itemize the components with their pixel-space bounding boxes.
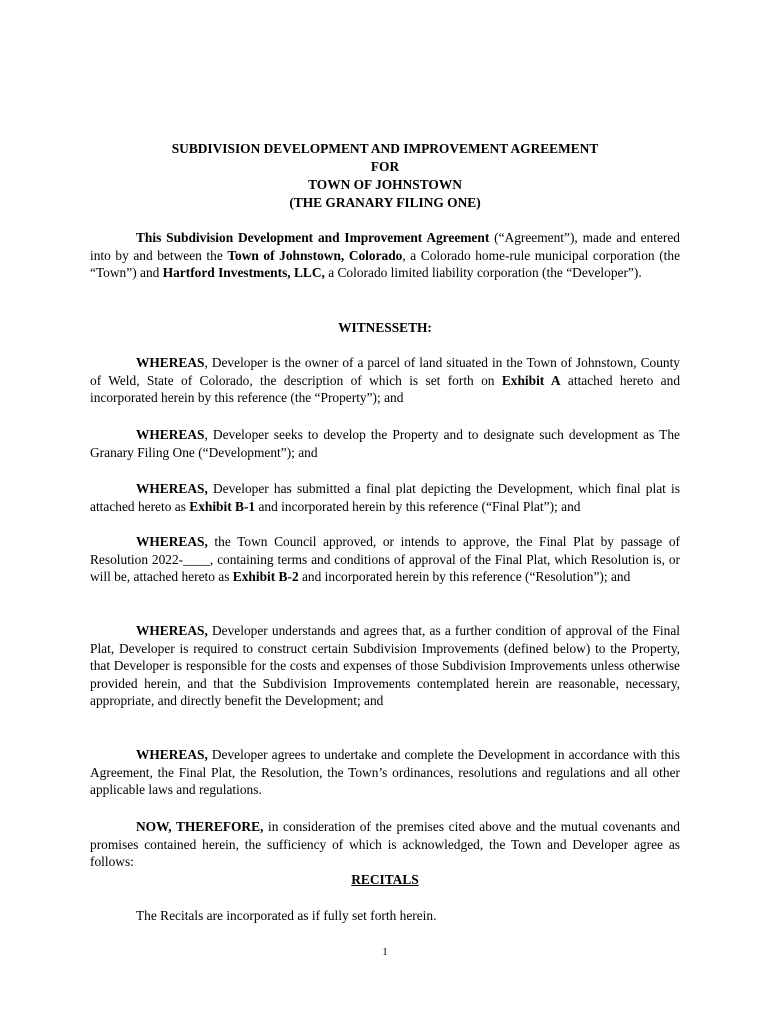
whereas-2-text-1: , Developer seeks to develop the Property and to designate such development as The Granary Filing One (“Development”); and bbox=[90, 427, 680, 460]
whereas-6-block bbox=[90, 746, 680, 799]
whereas-label: WHEREAS, bbox=[136, 747, 208, 762]
agreement-name: This Subdivision Development and Improvement Agreement bbox=[136, 230, 490, 245]
whereas-label: WHEREAS, bbox=[136, 623, 208, 638]
whereas-2-block bbox=[90, 426, 680, 461]
intro-text-1: (“Agreement”), made and entered into by and between the bbox=[90, 230, 681, 263]
whereas-4-block bbox=[90, 533, 680, 586]
whereas-label: WHEREAS, bbox=[136, 481, 208, 496]
intro-paragraph bbox=[90, 229, 680, 282]
whereas-paragraph-1 bbox=[90, 354, 680, 407]
whereas-5-text-1: Developer understands and agrees that, as a further condition of approval of the Final Plat, Developer is required to construct certain Subdivision Improvements (defined below) to the Property, that Developer is responsible for the costs and expenses of those Subdivision Improvements unless otherwise provided herein, and that the Subdivision Improvements contemplated herein are reasonable, necessary, appropriate, and directly benefit the Development; and bbox=[90, 623, 680, 709]
exhibit-b1-ref: Exhibit B-1 bbox=[189, 498, 256, 514]
intro-text-2: , a Colorado home-rule municipal corporation (the “Town”) and bbox=[90, 247, 681, 281]
exhibit-b2-ref: Exhibit B-2 bbox=[232, 569, 299, 585]
title-line-3: TOWN OF JOHNSTOWN bbox=[308, 177, 462, 192]
whereas-paragraph-5 bbox=[90, 622, 680, 710]
intro-text-3: a Colorado limited liability corporation (the “Developer”). bbox=[324, 265, 642, 281]
now-therefore-block bbox=[90, 818, 680, 871]
whereas-1-block bbox=[90, 354, 680, 407]
whereas-paragraph-6 bbox=[90, 746, 680, 799]
title-line-4: (THE GRANARY FILING ONE) bbox=[289, 195, 481, 210]
whereas-5-block bbox=[90, 622, 680, 710]
recitals-text: The Recitals are incorporated as if fully set forth herein. bbox=[136, 908, 437, 923]
page-number: 1 bbox=[382, 946, 388, 958]
whereas-3-block bbox=[90, 480, 680, 515]
whereas-6-text-1: Developer agrees to undertake and complete the Development in accordance with this Agreement, the Final Plat, the Resolution, the Town’s ordinances, resolutions and regulations and all other applicable laws and regulations. bbox=[90, 747, 680, 798]
now-therefore-paragraph bbox=[90, 818, 680, 871]
intro-paragraph-block bbox=[90, 229, 680, 282]
whereas-paragraph-4 bbox=[90, 533, 680, 586]
title-line-1: SUBDIVISION DEVELOPMENT AND IMPROVEMENT AGREEMENT bbox=[171, 141, 599, 156]
whereas-label: WHEREAS bbox=[136, 427, 205, 442]
exhibit-a-ref: Exhibit A bbox=[501, 372, 561, 388]
whereas-1-text-2: attached hereto and incorporated herein by this reference (the “Property”); and bbox=[90, 372, 681, 406]
town-name: Town of Johnstown, Colorado bbox=[227, 247, 403, 263]
title-line-2: FOR bbox=[370, 159, 400, 174]
document-title bbox=[0, 140, 770, 212]
witnesseth-heading: WITNESSETH: bbox=[338, 320, 432, 335]
whereas-3-text-1: Developer has submitted a final plat depicting the Development, which final plat is attached hereto as bbox=[90, 481, 680, 514]
now-therefore-text: in consideration of the premises cited above and the mutual covenants and promises contained herein, the sufficiency of which is acknowledged, the Town and Developer agree as follows: bbox=[90, 819, 680, 870]
now-therefore-label: NOW, THEREFORE, bbox=[136, 819, 264, 834]
whereas-paragraph-2 bbox=[90, 426, 680, 461]
recitals-block bbox=[90, 907, 680, 925]
recitals-heading: RECITALS bbox=[351, 872, 419, 887]
whereas-4-text-1: the Town Council approved, or intends to approve, the Final Plat by passage of Resolution 2022-____, containing terms and conditions of approval of the Final Plat, which Resolution is, or will be, attached hereto as bbox=[90, 534, 680, 585]
whereas-paragraph-3 bbox=[90, 480, 680, 515]
whereas-1-text-1: , Developer is the owner of a parcel of land situated in the Town of Johnstown, County of Weld, State of Colorado, the description of which is set forth on bbox=[90, 355, 680, 388]
whereas-label: WHEREAS, bbox=[136, 534, 208, 549]
developer-name: Hartford Investments, LLC, bbox=[162, 265, 325, 281]
whereas-label: WHEREAS bbox=[136, 355, 205, 370]
whereas-4-text-2: and incorporated herein by this reference (“Resolution”); and bbox=[298, 569, 631, 585]
whereas-3-text-2: and incorporated herein by this reference (“Final Plat”); and bbox=[255, 498, 581, 514]
